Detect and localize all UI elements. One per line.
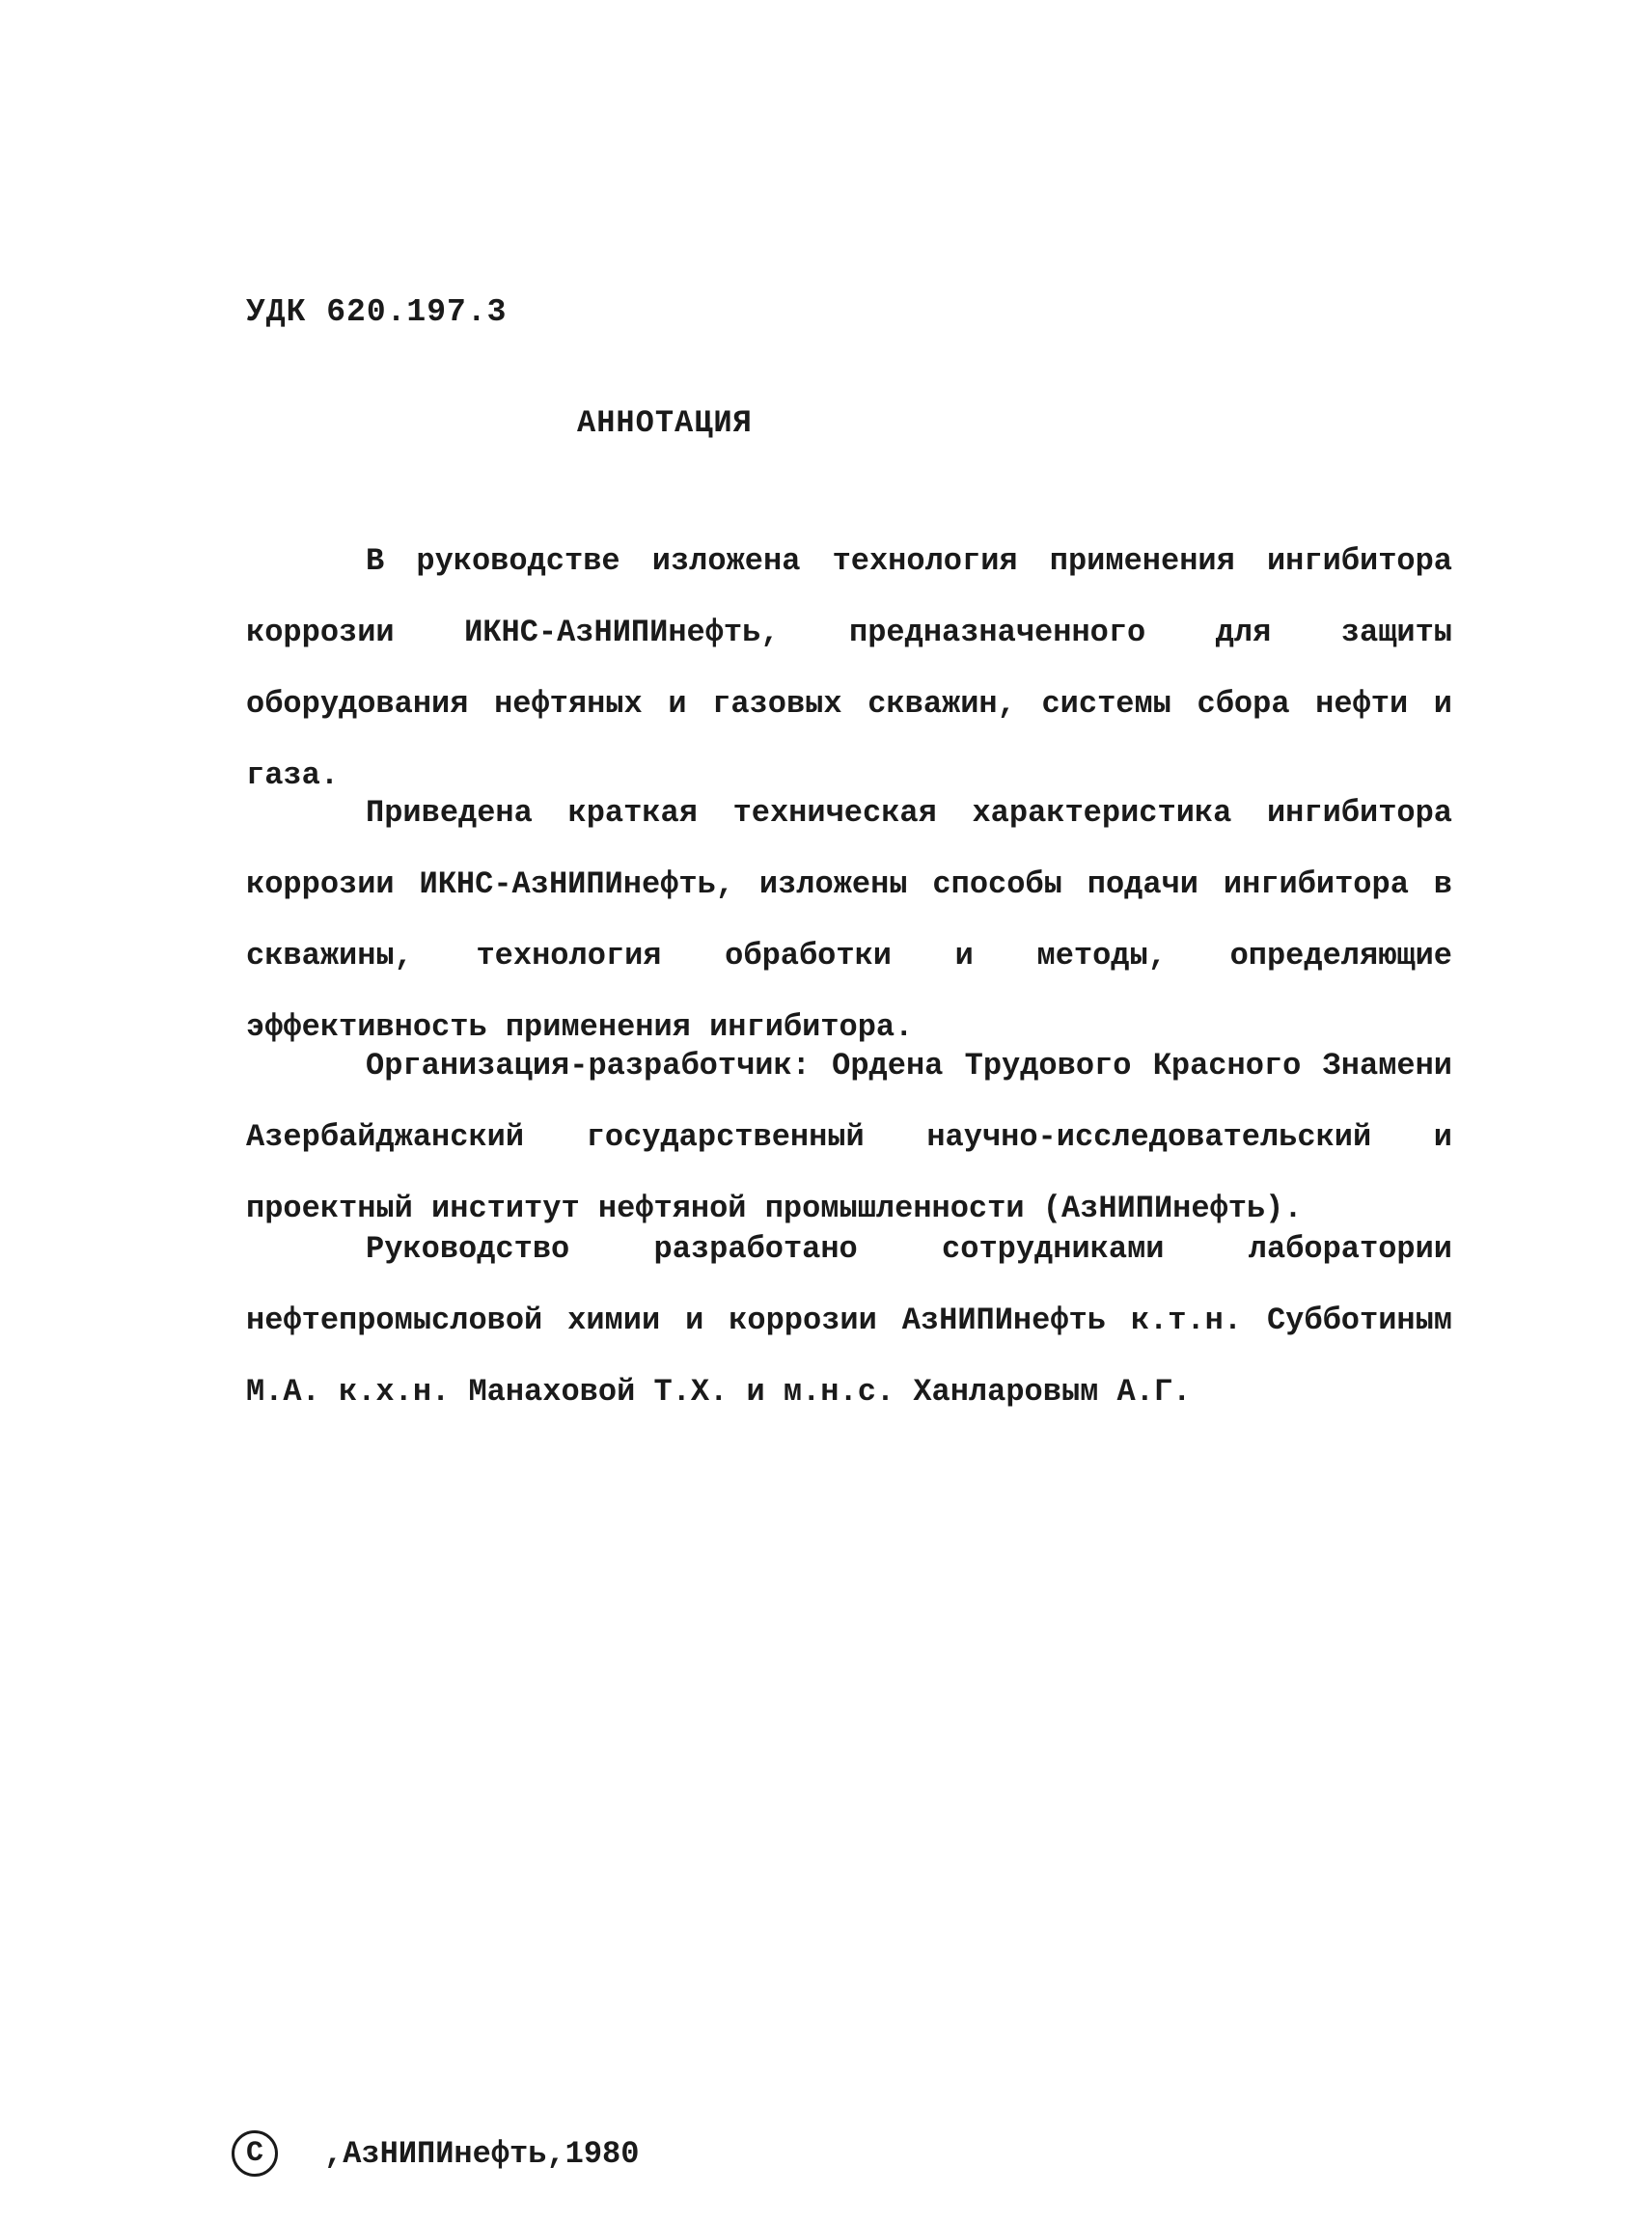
copyright-notice [232, 2130, 639, 2177]
annotation-heading: АННОТАЦИЯ [577, 405, 753, 441]
paragraph-developer: Организация-разработчик: Ордена Трудового Красного Знамени Азербайджанский государственный научно-исследовательский и проектный институт нефтяной промышленности (АзНИПИнефть). [246, 1048, 1452, 1226]
copyright-icon: C [232, 2130, 278, 2177]
paragraph-characteristics: Приведена краткая техническая характеристика ингибитора коррозии ИКНС-АзНИПИнефть, изложены способы подачи ингибитора в скважины, технология обработки и методы, определяющие эффективность применения ингибитора. [246, 795, 1452, 1045]
paragraph-description: В руководстве изложена технология применения ингибитора коррозии ИКНС-АзНИПИнефть, предназначенного для защиты оборудования нефтяных и газовых скважин, системы сбора нефти и газа. [246, 543, 1452, 793]
paragraph-authors: Руководство разработано сотрудниками лаборатории нефтепромысловой химии и коррозии АзНИПИнефть к.т.н. Субботиным М.А. к.х.н. Манаховой Т.Х. и м.н.с. Ханларовым А.Г. [246, 1231, 1452, 1410]
copyright-text: ,АзНИПИнефть,1980 [324, 2135, 640, 2172]
udc-code: УДК 620.197.3 [246, 294, 508, 330]
